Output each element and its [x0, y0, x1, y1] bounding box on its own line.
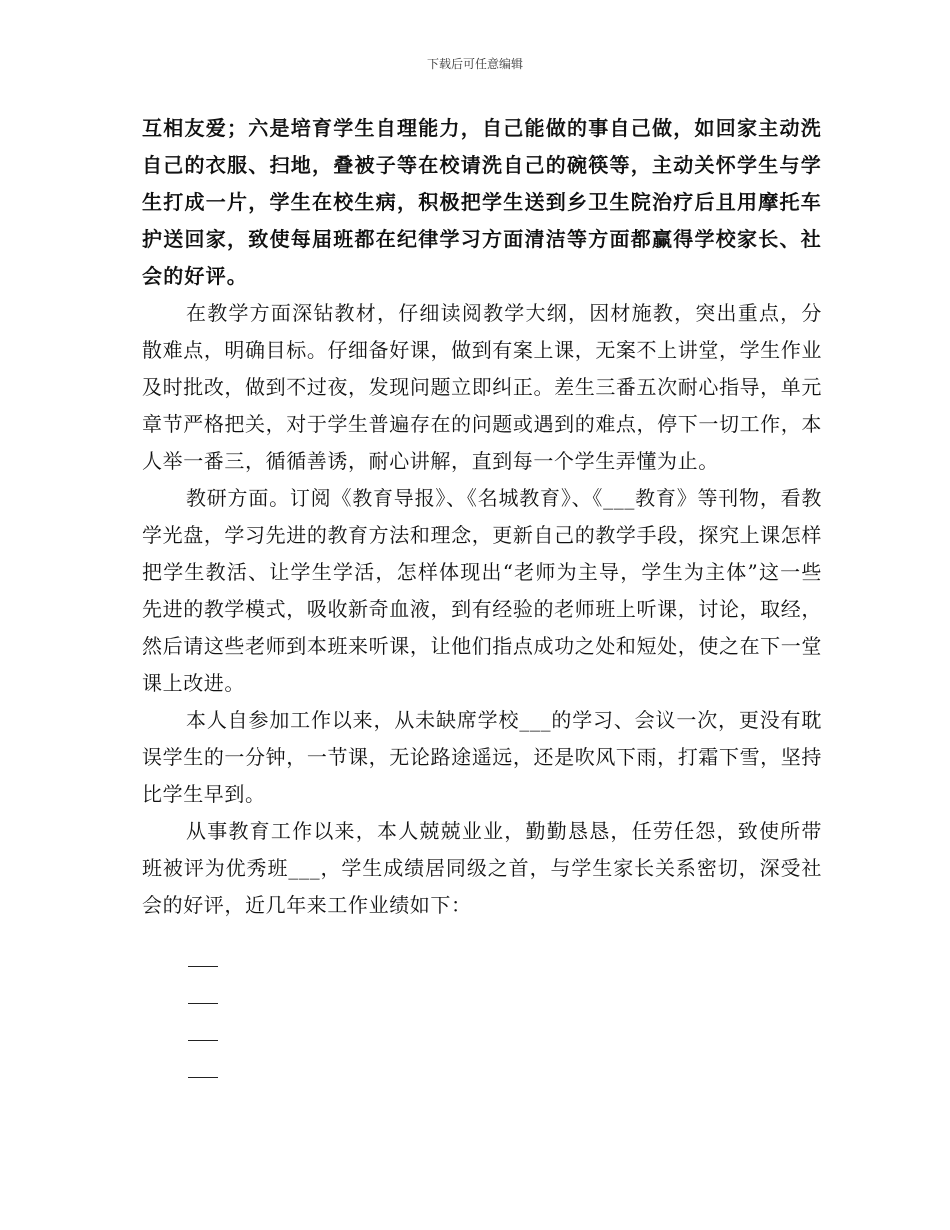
achievement-blank-list [142, 942, 822, 1090]
blank-line [188, 930, 218, 967]
paragraph-research: 教研方面。订阅《教育导报》、《名城教育》、《___教育》等刊物，看教学光盘，学习先进的教育方法和理念，更新自己的教学手段，探究上课怎样把学生教活、让学生学活，怎样体现出“老师为主导，学生为主体”这一些先进的教学模式，吸收新奇血液，到有经验的老师班上听课，讨论，取经，然后请这些老师到本班来听课，让他们指点成功之处和短处，使之在下一堂课上改进。 [142, 486, 822, 695]
paragraph-attendance: 本人自参加工作以来，从未缺席学校___的学习、会议一次，更没有耽误学生的一分钟，一节课，无论路途遥远，还是吹风下雨，打霜下雪，坚持比学生早到。 [142, 708, 822, 806]
document-body [142, 110, 822, 1090]
paragraph-bold-intro: 互相友爱；六是培育学生自理能力，自己能做的事自己做，如回家主动洗自己的衣服、扫地，叠被子等在校请洗自己的碗筷等，主动关怀学生与学生打成一片，学生在校生病，积极把学生送到乡卫生院治疗后且用摩托车护送回家，致使每届班都在纪律学习方面清洁等方面都赢得学校家长、社会的好评。 [142, 116, 822, 288]
paragraph-achievements: 从事教育工作以来，本人兢兢业业，勤勤恳恳，任劳任怨，致使所带班被评为优秀班___，学生成绩居同级之首，与学生家长关系密切，深受社会的好评，近几年来工作业绩如下： [142, 819, 822, 917]
blank-line [188, 967, 218, 1004]
page-header: 下载后可任意编辑 [426, 57, 523, 71]
blank-line [188, 1004, 218, 1041]
paragraph-teaching: 在教学方面深钻教材，仔细读阅教学大纲，因材施教，突出重点，分散难点，明确目标。仔细备好课，做到有案上课，无案不上讲堂，学生作业及时批改，做到不过夜，发现问题立即纠正。差生三番五次耐心指导，单元章节严格把关，对于学生普遍存在的问题或遇到的难点，停下一切工作，本人举一番三，循循善诱，耐心讲解，直到每一个学生弄懂为止。 [142, 301, 822, 473]
blank-line [188, 1041, 218, 1078]
